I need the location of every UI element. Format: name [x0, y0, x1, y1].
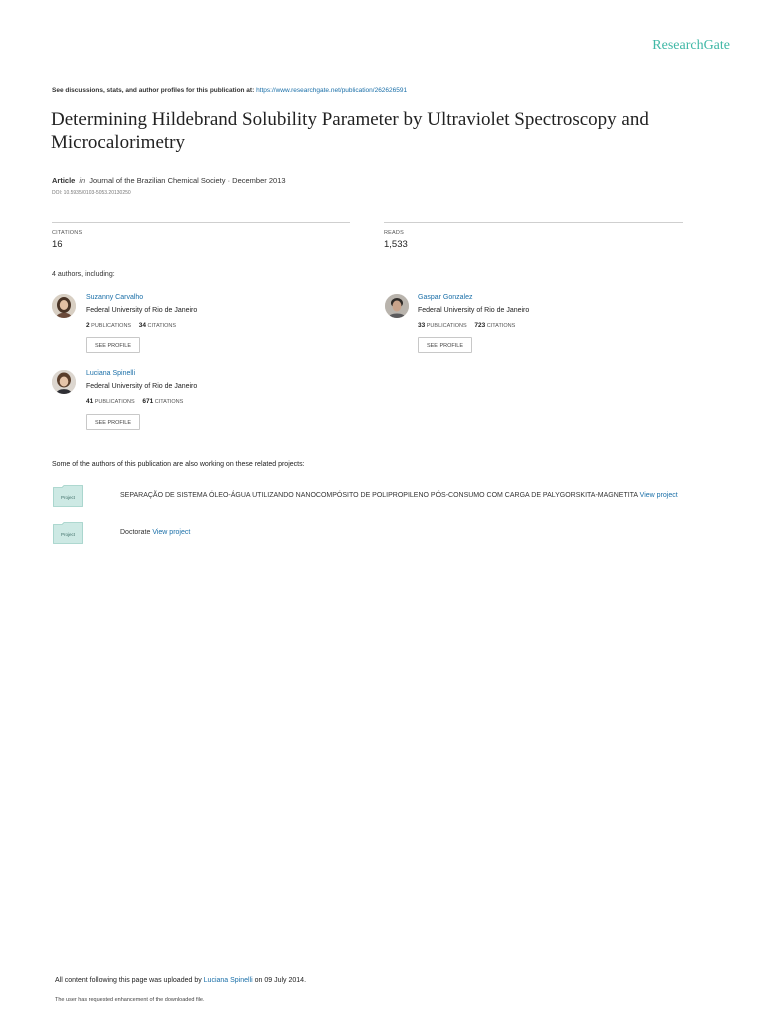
see-profile-button[interactable]: SEE PROFILE [86, 337, 140, 353]
avatar[interactable] [52, 294, 76, 318]
view-project-link[interactable]: View project [152, 529, 191, 536]
project-icon-label: Project [60, 532, 76, 537]
project-title: SEPARAÇÃO DE SISTEMA ÓLEO-ÁGUA UTILIZANDO NANOCOMPÓSITO DE POLIPROPILENO PÓS-CONSUMO COM CARGA DE PALYGORSKITA-MAGNETITA [120, 492, 638, 499]
author-stats [86, 398, 183, 405]
see-profile-button[interactable]: SEE PROFILE [86, 414, 140, 430]
upload-info [55, 977, 306, 984]
uploader-link[interactable]: Luciana Spinelli [203, 977, 253, 984]
in-word: in [79, 176, 86, 185]
publications-label: PUBLICATIONS [94, 399, 135, 405]
author-photo-icon [52, 294, 76, 318]
doi: DOI: 10.5935/0103-5053.20130250 [52, 190, 131, 196]
publications-count: 41 [86, 398, 94, 405]
author-photo-icon [52, 370, 76, 394]
citations-value: 16 [52, 239, 63, 250]
related-projects-heading: Some of the authors of this publication are also working on these related projects: [52, 461, 305, 468]
publications-label: PUBLICATIONS [91, 323, 132, 329]
project-title: Doctorate [120, 529, 151, 536]
citations-count: 723 [474, 322, 486, 329]
divider-reads [384, 222, 683, 223]
author-photo-icon [385, 294, 409, 318]
journal-line: Journal of the Brazilian Chemical Society · December 2013 [89, 176, 286, 185]
see-profile-button[interactable]: SEE PROFILE [418, 337, 472, 353]
author-institution: Federal University of Rio de Janeiro [86, 307, 198, 314]
publication-title: Determining Hildebrand Solubility Parameter by Ultraviolet Spectroscopy and Microcalorimetry [51, 109, 649, 153]
view-project-link[interactable]: View project [639, 492, 678, 499]
author-stats [86, 322, 176, 329]
upload-prefix: All content following this page was uploaded by [55, 977, 204, 984]
citations-label: CITATIONS [154, 399, 184, 405]
publications-label: PUBLICATIONS [426, 323, 467, 329]
citations-label: CITATIONS [147, 323, 177, 329]
avatar[interactable] [385, 294, 409, 318]
citations-label: CITATIONS [486, 323, 516, 329]
reads-label: READS [384, 230, 404, 236]
avatar[interactable] [52, 370, 76, 394]
project-folder-icon [53, 522, 83, 544]
project-item [120, 529, 190, 536]
article-type: Article [52, 176, 76, 185]
citations-label: CITATIONS [52, 230, 83, 236]
publication-url-link[interactable]: https://www.researchgate.net/publication/262626591 [256, 87, 408, 94]
reads-value: 1,533 [384, 239, 408, 250]
researchgate-logo[interactable]: ResearchGate [652, 38, 730, 53]
citations-count: 671 [142, 398, 154, 405]
discussion-prefix: See discussions, stats, and author profiles for this publication at: [52, 87, 257, 94]
divider-citations [52, 222, 350, 223]
publications-count: 2 [86, 322, 90, 329]
project-icon-label: Project [60, 495, 76, 500]
author-name-link[interactable]: Suzanny Carvalho [86, 294, 144, 301]
discussion-line [52, 87, 407, 94]
article-meta [52, 176, 286, 185]
author-institution: Federal University of Rio de Janeiro [418, 307, 530, 314]
author-name-link[interactable]: Gaspar Gonzalez [418, 294, 473, 301]
author-stats [418, 322, 515, 329]
author-name-link[interactable]: Luciana Spinelli [86, 370, 136, 377]
authors-heading: 4 authors, including: [52, 271, 115, 278]
upload-suffix: on 09 July 2014. [252, 977, 307, 984]
project-item [120, 492, 678, 499]
project-folder-icon [53, 485, 83, 507]
publications-count: 33 [418, 322, 426, 329]
author-institution: Federal University of Rio de Janeiro [86, 383, 198, 390]
citations-count: 34 [138, 322, 146, 329]
enhancement-note: The user has requested enhancement of the downloaded file. [55, 997, 205, 1003]
